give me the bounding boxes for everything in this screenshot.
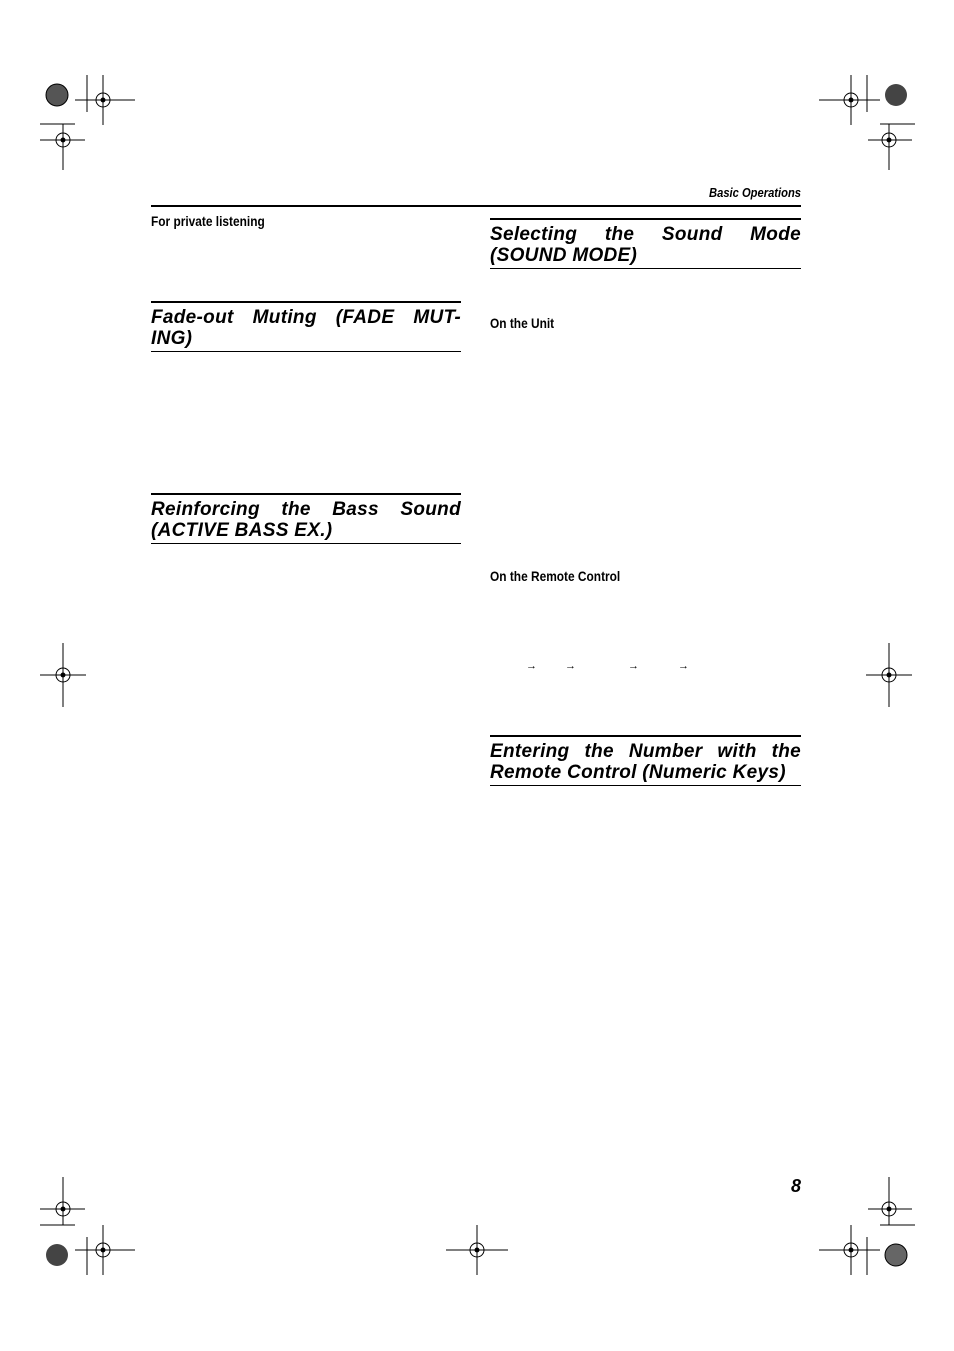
numeric-keys-section-heading [490, 735, 801, 786]
on-the-unit-subheading: On the Unit [490, 315, 555, 331]
sound-mode-section-heading [490, 218, 801, 269]
sound-mode-title: Selecting the Sound Mode (SOUND MODE) [490, 224, 801, 266]
sequence-arrow: → [526, 660, 537, 672]
private-listening-subheading: For private listening [151, 213, 265, 229]
numeric-keys-title: Entering the Number with the Remote Control (Numeric Keys) [490, 741, 801, 783]
fade-muting-title: Fade-out Muting (FADE MUT-ING) [151, 307, 461, 349]
header-rule [151, 205, 801, 207]
active-bass-section-heading [151, 493, 461, 544]
sequence-arrow: → [628, 660, 639, 672]
sequence-arrow: → [565, 660, 576, 672]
page-number: 8 [790, 1176, 801, 1196]
on-the-remote-subheading: On the Remote Control [490, 568, 621, 584]
running-header: Basic Operations [709, 185, 801, 200]
active-bass-title: Reinforcing the Bass Sound (ACTIVE BASS EX.) [151, 499, 461, 541]
fade-muting-section-heading [151, 301, 461, 352]
sequence-arrow: → [678, 660, 689, 672]
